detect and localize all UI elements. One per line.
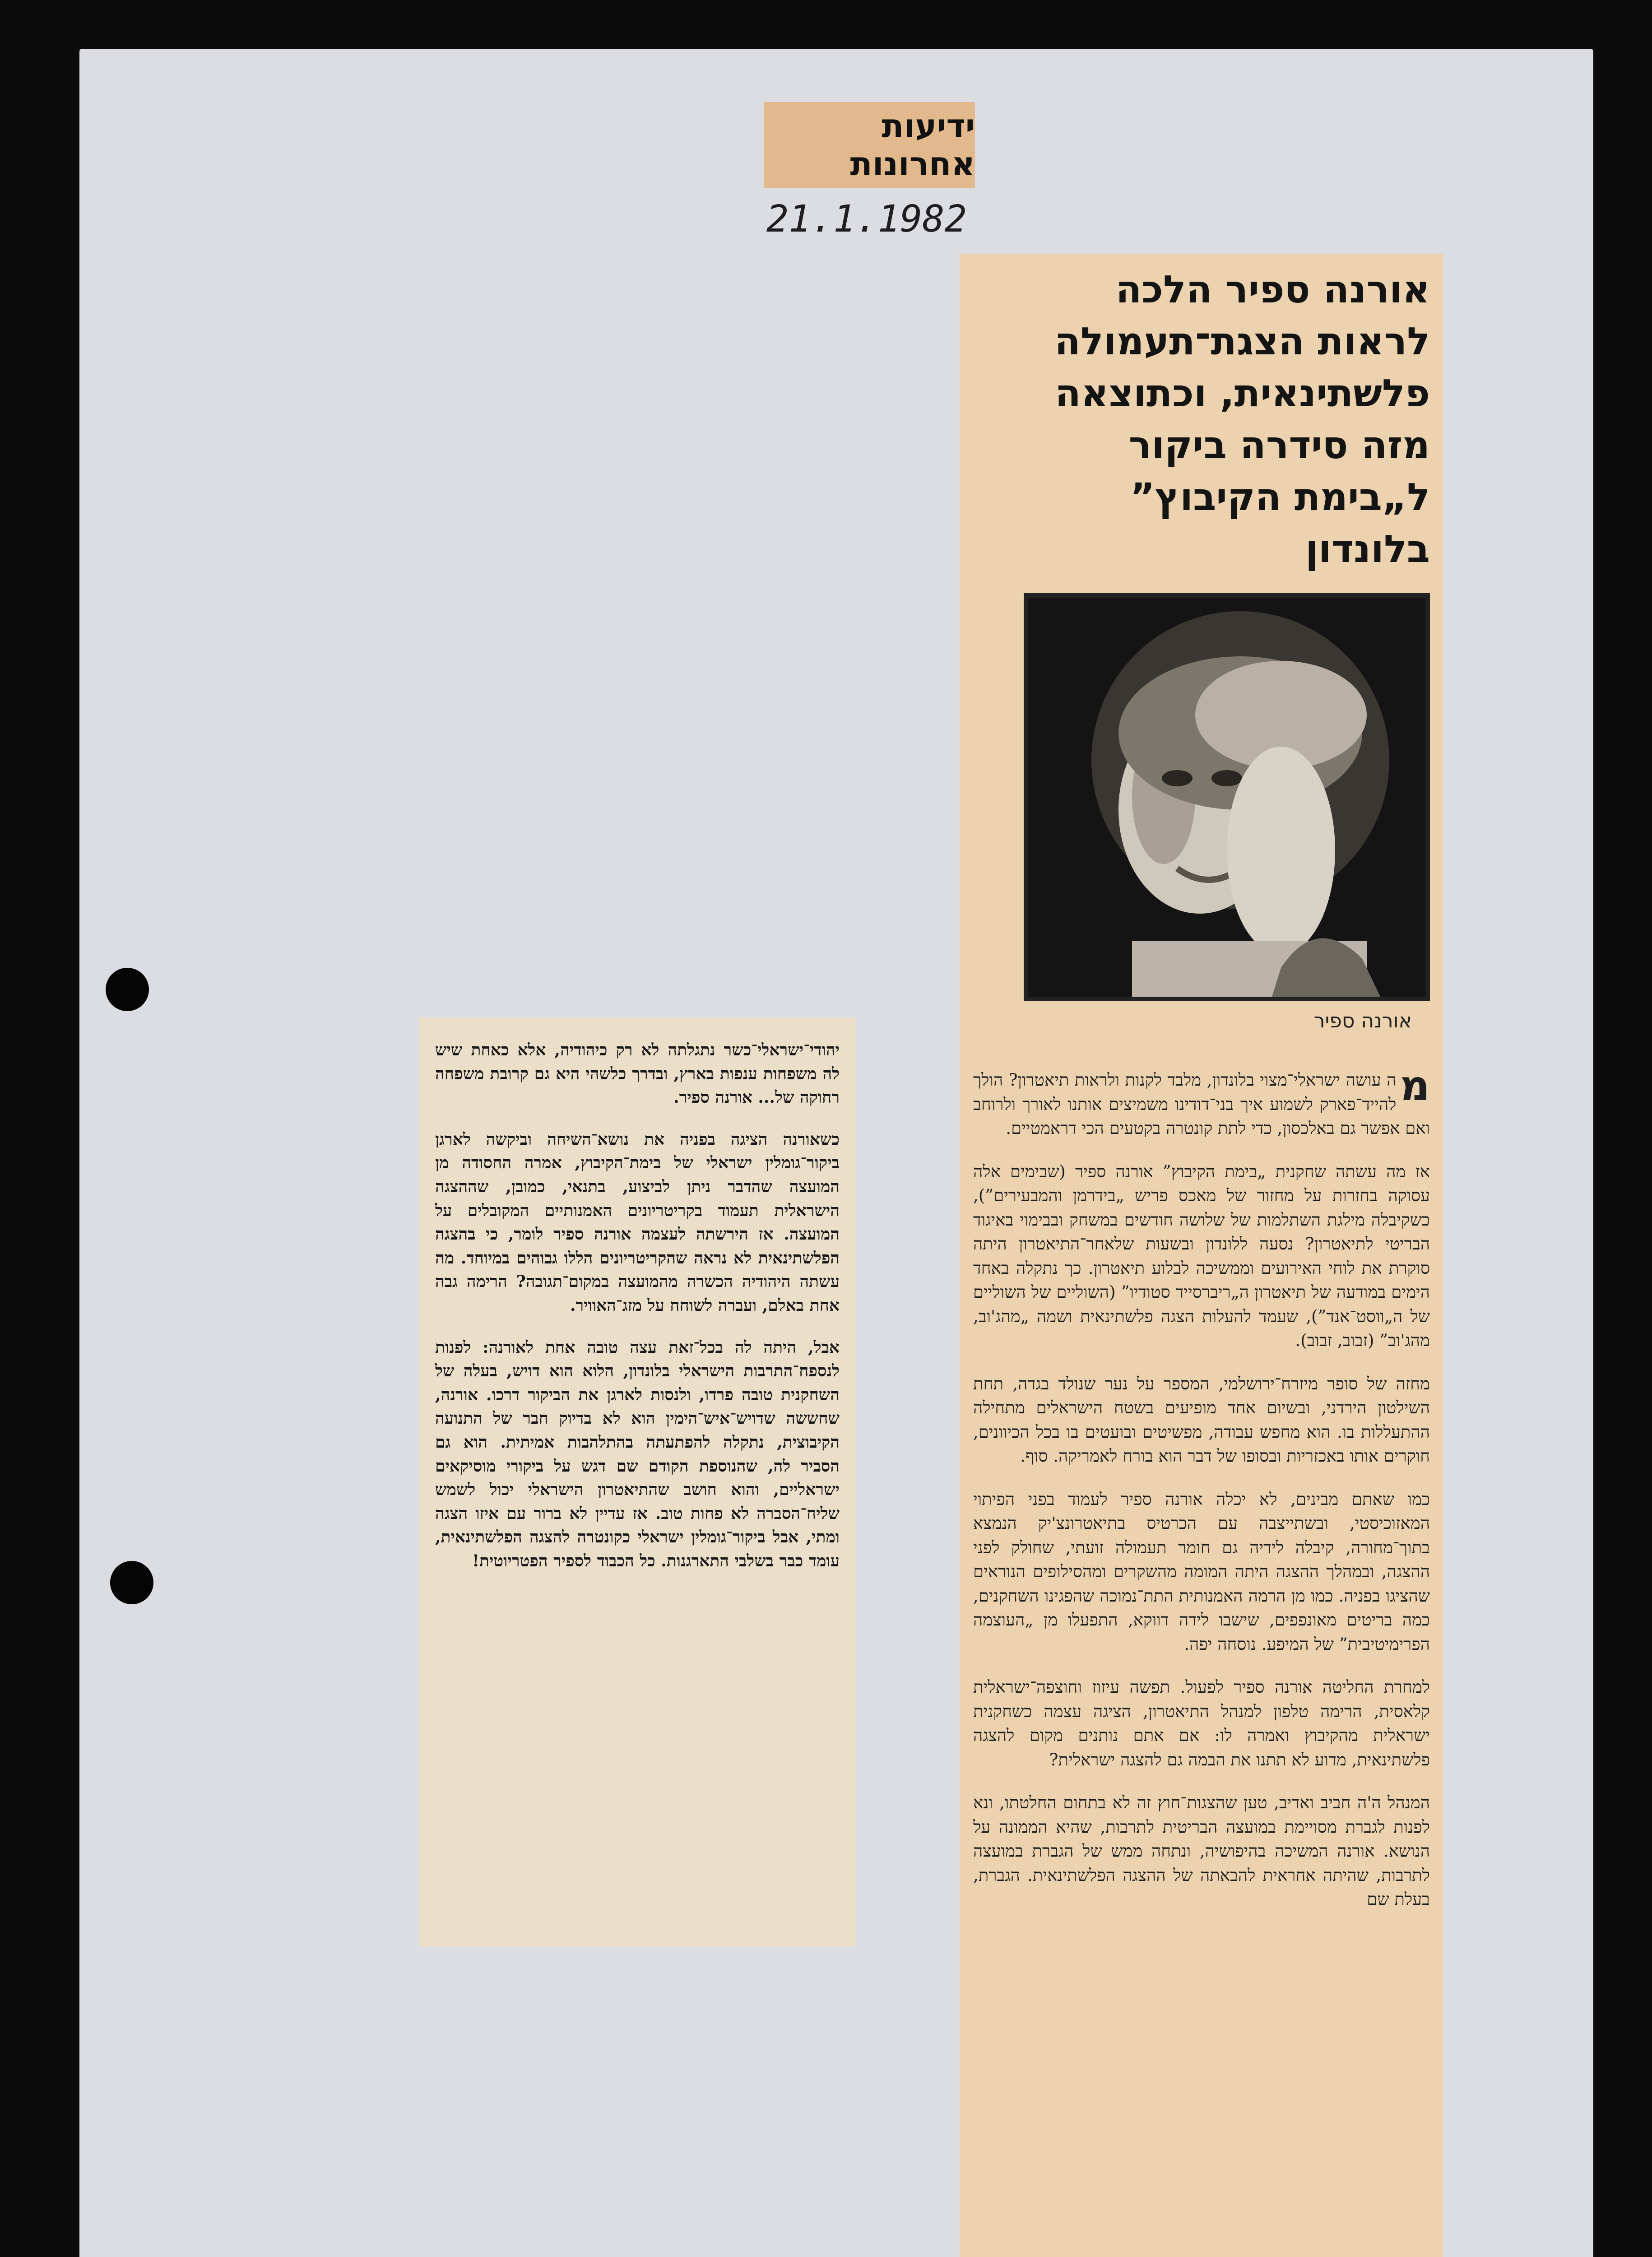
main-article-clipping (960, 254, 1443, 2257)
paragraph: כמו שאתם מבינים, לא יכלה אורנה ספיר לעמוד בפני הפיתוי המאזוכיסטי, ובשתייצבה עם הכרטיס בתיאטרונצ'יק הנמצא בתוך־מחורה, קיבלה לידיה גם חומר תעמולה זועתי, שחולק לפני ההצגה, ובמהלך ההצגה היתה המומה מהשקרים ומהסילופים הנוראים שהציגו בפניה. כמו מן הרמה האמנותית התת־נמוכה שהפגינו השחקנים, כמה בריטים מאונפפים, שישבו לידה דווקא, התפעלו מן „העוצמה הפרימיטיבית” של המיפע. נוסחה יפה. (973, 1489, 1430, 1654)
main-article-body (973, 1062, 1430, 1912)
paragraph: אבל, היתה לה בכל־זאת עצה טובה אחת לאורנה: לפנות לנספח־התרבות הישראלי בלונדון, הלוא הוא דויש, בעלה של השחקנית טובה פרדו, ולנסות לארגן את הביקור דרכו. אורנה, שחששה שדויש־איש־הימין הוא לא בדיוק חבר של התנועה הקיבוצית, נתקלה להפתעתה בהתלהבות אמיתית. הוא גם הסביר לה, שהנוספת הקודם שם דגש על ביקורי מוסיקאים ישראליים, והוא חושב שהתיאטרון הישראלי יכול לשמש שליח־הסברה לא פחות טוב. אז עדיין לא ברור עם איזו הצגה ומתי, אבל ביקור־גומלין ישראלי כקונטרה להצגה הפלשתינאית, עומד כבר בשלבי התארגנות. כל הכבוד לספיר הפטריוטית! (435, 1337, 840, 1570)
portrait-photo (1024, 593, 1430, 1001)
article-headline: אורנה ספיר הלכה לראות הצגת־תעמולה פלשתינאית, וכתוצאה מזה סידרה ביקור ל„בימת הקיבוץ” בלונדון (1054, 267, 1430, 571)
paragraph: יהודי־ישראלי־כשר נתגלתה לא רק כיהודיה, אלא כאחת שיש לה משפחות ענפות בארץ, ובדרך כלשהי היא גם קרובת משפחה רחוקה של... אורנה ספיר. (435, 1040, 840, 1107)
continuation-body (435, 1038, 840, 1573)
newspaper-name: ידיעות אחרונות (850, 107, 975, 183)
continuation-clipping (419, 1017, 856, 1946)
handwritten-date: 21.1.1982 (766, 197, 967, 241)
binder-hole-top (106, 968, 149, 1011)
portrait-image (1028, 598, 1425, 997)
paragraph: המנהל ה'ה חביב ואדיב, טען שהצגות־חוץ זה לא בתחום החלטתו, ונא לפנות לגברת מסויימת במועצה הבריטית לתרבות, שהיא הממונה על הנושא. אורנה המשיכה בהיפושיה, ונתחה ממש של הגברת במועצה לתרבות, שהיתה אחראית להבאתה של ההצגה הפלשתינאית. הגברת, בעלת שם (973, 1793, 1430, 1909)
paragraph: למחרת החליטה אורנה ספיר לפעול. תפשה עיזוז וחוצפה־ישראלית קלאסית, הרימה טלפון למנהל התיאטרון, הציגה עצמה כשחקנית ישראלית מהקיבוץ ואמרה לו: אם אתם נותנים מקום להצגה פלשתינאית, מדוע לא תתנו את הבמה גם להצגה ישראלית? (973, 1677, 1430, 1769)
drop-cap-letter: מ (1400, 1062, 1430, 1110)
paragraph: מחזה של סופר מיזרח־ירושלמי, המספר על נער שנולד בגדה, תחת השילטון הירדני, ובשיום אחד מופיעים בשטח הישראלים מתחילה ההתעללות בו. הוא מחפש עבודה, מפשיטים ובועטים בו בכל הכיוונים, חוקרים אותו באכזריות ובסופו של דבר הוא בורח לאמריקה. סוף. (973, 1374, 1430, 1466)
paragraph: אז מה עשתה שחקנית „בימת הקיבוץ” אורנה ספיר (שבימים אלה עסוקה בחזרות על מחזור של מאכס פריש „בידרמן והמבעירים”), כשקיבלה מילגת השתלמות של שלושה חודשים במשחק ובבימוי באיגוד הבריטי לתיאטרון? נסעה ללונדון ובשעות שלאחר־התיאטרון היתה סוקרת את לוחי האירועים וממשיכה לבלוע תיאטרון. כך נתקלה באחד הימים במודעה של תיאטרון ה„ריברסייד סטודיו” (השוליים של השוליים של ה„ווסט־אנד”), שעמד להעלות הצגה פלשתינאית ושמה „מהג'וב, מהג'וב” (זבוב, זבוב). (973, 1161, 1430, 1350)
binder-hole-bottom (110, 1561, 153, 1604)
photo-caption: אורנה ספיר (1313, 1009, 1412, 1032)
paragraph: כשאורנה הציגה בפניה את נושא־השיחה וביקשה לארגן ביקור־גומלין ישראלי של בימת־הקיבוץ, אמרה החסודה מן המועצה שהדבר ניתן לביצוע, בתנאי, כמובן, שההצגה הישראלית תעמוד בקריטריונים האמנותיים המקובלים על המועצה. אז הירשתה לעצמה אורנה ספיר לומר, כי בהצגה הפלשתינאית לא נראה שהקריטריונים הללו גבוהים במיוחד. מה עשתה היהודיה הכשרה מהמועצה במקום־תגובה? הרימה גבה אחת באלם, ועברה לשוחח על מזג־האוויר. (435, 1129, 840, 1315)
newspaper-name-label (764, 102, 975, 188)
paragraph: מ ה עושה ישראלי־מצוי בלונדון, מלבד לקנות ולראות תיאטרון? הולך להייד־פארק לשמוע איך בני־דודינו משמיצים אותנו לאורך ולרוחב ואם אפשר גם באלכסון, כדי לתת קונטרה בקטעים הכי דראמטיים. (973, 1062, 1430, 1138)
